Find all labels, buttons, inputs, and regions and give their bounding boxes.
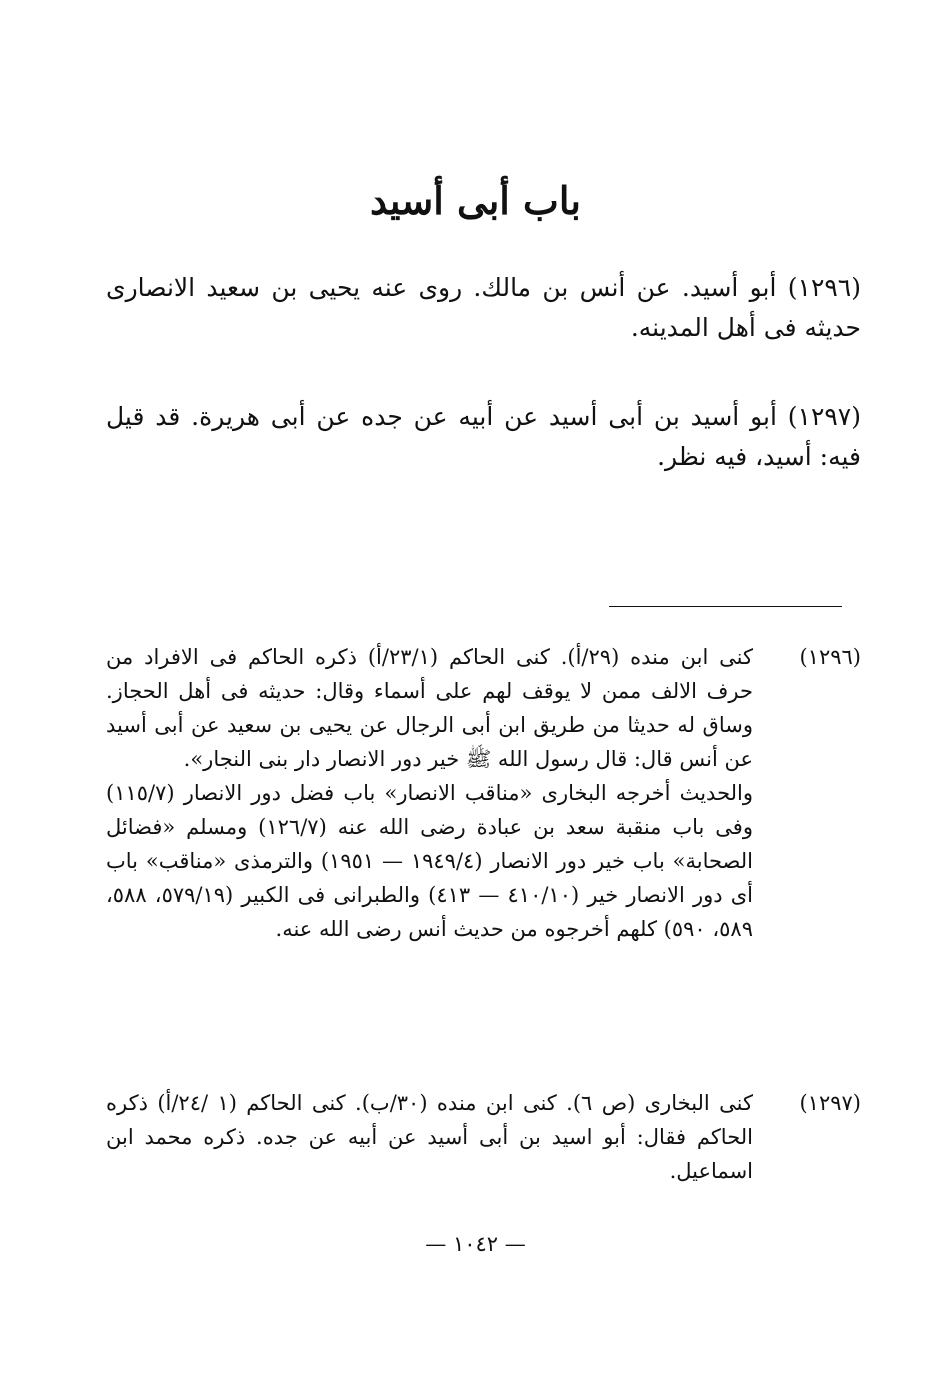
entry-1297 xyxy=(106,397,861,477)
footnote-paragraph: والحديث أخرجه البخارى «مناقب الانصار» باب فضل دور الانصار (١١٥/٧) وفى باب منقبة سعد بن عبادة رضى الله عنه (١٢٦/٧) ومسلم «فضائل الصحابة» باب خير دور الانصار (١٩٤٩/٤ — ١٩٥١) والترمذى «مناقب» باب أى دور الانصار خير (٤١٠/١٠ — ٤١٣) والطبرانى فى الكبير (٥٧٩/١٩، ٥٨٨، ٥٨٩، ٥٩٠) كلهم أخرجوه من حديث أنس رضى الله عنه. xyxy=(106,781,753,941)
entry-1296 xyxy=(106,268,861,348)
footnote-body xyxy=(106,1086,753,1188)
entry-text: أبو أسيد. عن أنس بن مالك. روى عنه يحيى بن سعيد الانصارى حديثه فى أهل المدينه. xyxy=(106,273,861,342)
entry-number: (١٢٩٦) xyxy=(787,273,861,302)
page-number: — ١٠٤٢ — xyxy=(425,1232,526,1256)
footnote-number: (١٢٩٧) xyxy=(799,1091,861,1115)
footnote-1296 xyxy=(106,640,861,946)
entry-number: (١٢٩٧) xyxy=(787,402,861,431)
chapter-title: باب أبى أسيد xyxy=(369,178,581,223)
footnote-divider xyxy=(609,606,842,607)
entry-text: أبو أسيد بن أبى أسيد عن أبيه عن جده عن أبى هريرة. قد قيل فيه: أسيد، فيه نظر. xyxy=(106,402,861,471)
footnote-paragraph: كنى البخارى (ص ٦). كنى ابن منده (٣٠/ب). كنى الحاكم (١ /٢٤/أ) ذكره الحاكم فقال: أبو اسيد بن أبى أسيد عن أبيه عن جده. ذكره محمد ابن اسماعيل. xyxy=(106,1091,753,1183)
footnote-number: (١٢٩٦) xyxy=(799,645,861,669)
footnote-body xyxy=(106,640,753,946)
footnote-1297 xyxy=(106,1086,861,1188)
footnote-paragraph: كنى ابن منده (٢٩/أ). كنى الحاكم (٢٣/١/أ) ذكره الحاكم فى الافراد من حرف الالف ممن لا يوقف لهم على أسماء وقال: حديثه فى أهل الحجاز. وساق له حديثا من طريق ابن أبى الرجال عن يحيى بن سعيد عن أبى أسيد عن أنس قال: قال رسول الله ﷺ خير دور الانصار دار بنى النجار». xyxy=(106,645,753,771)
